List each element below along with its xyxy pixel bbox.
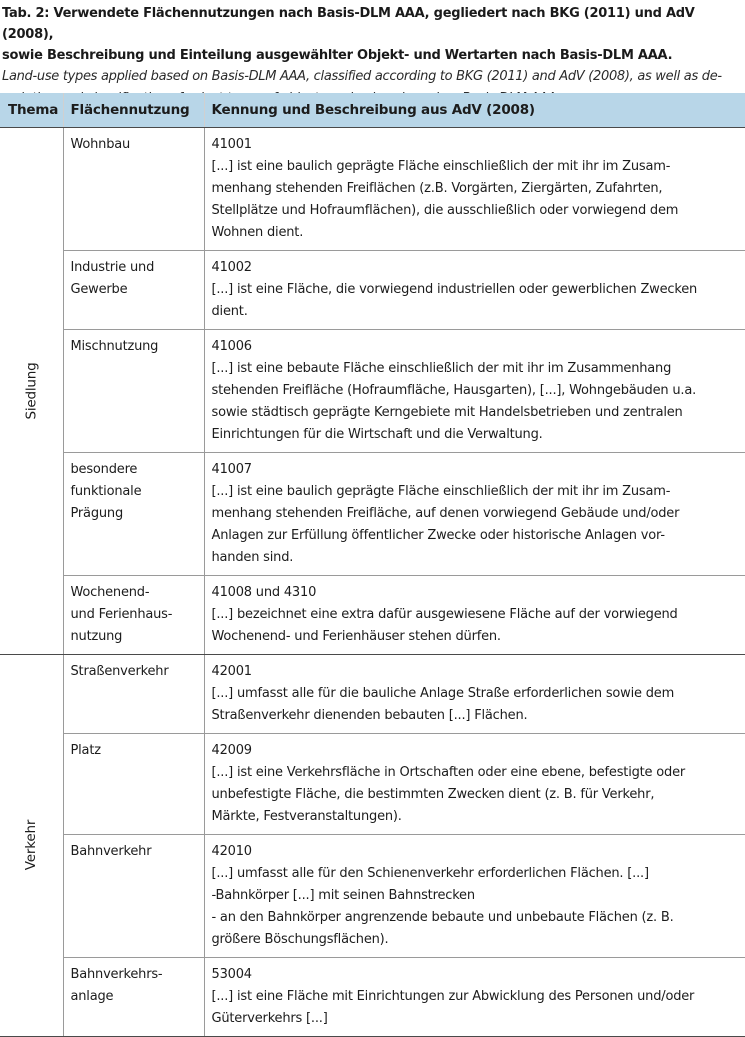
flaechennutzung-label: Wochenend- bbox=[70, 585, 150, 600]
description-line: menhang stehenden Freifläche, auf denen vorwiegend Gebäude und/oder bbox=[211, 506, 680, 521]
object-code: 41001 bbox=[211, 137, 252, 152]
table-header bbox=[0, 93, 745, 128]
object-code: 42001 bbox=[211, 664, 252, 679]
object-code: 41006 bbox=[211, 339, 252, 354]
flaechennutzung-label: Gewerbe bbox=[70, 282, 128, 297]
object-code: 41002 bbox=[211, 260, 252, 275]
flaechennutzung-cell bbox=[63, 453, 204, 576]
flaechennutzung-cell bbox=[63, 734, 204, 835]
flaechennutzung-label: Wohnbau bbox=[70, 137, 131, 152]
kennung-cell bbox=[204, 576, 745, 655]
table-row bbox=[0, 655, 745, 734]
thema-cell bbox=[0, 128, 63, 655]
flaechennutzung-label: Prägung bbox=[70, 506, 124, 521]
thema-label: Siedlung bbox=[23, 361, 40, 420]
table-row bbox=[0, 453, 745, 576]
description-line: Märkte, Festveranstaltungen). bbox=[211, 809, 402, 824]
description-line: handen sind. bbox=[211, 550, 294, 565]
kennung-cell bbox=[204, 958, 745, 1037]
description-line: Güterverkehrs [...] bbox=[211, 1011, 328, 1026]
description-line: Stellplätze und Hofraumflächen), die ausschließlich oder vorwiegend dem bbox=[211, 203, 679, 218]
description-line: [...] ist eine Verkehrsfläche in Ortschaften oder eine ebene, befestigte oder bbox=[211, 765, 686, 780]
flaechennutzung-label: und Ferienhaus- bbox=[70, 607, 173, 622]
description-line: [...] ist eine bebaute Fläche einschließlich der mit ihr im Zusammenhang bbox=[211, 361, 672, 376]
caption-title-de-line: sowie Beschreibung und Einteilung ausgewählter Objekt- und Wertarten nach Basis-DLM AAA. bbox=[2, 48, 673, 63]
table-row bbox=[0, 251, 745, 330]
header-kennung: Kennung und Beschreibung aus AdV (2008) bbox=[204, 93, 745, 128]
header-flaechennutzung: Flächennutzung bbox=[63, 93, 204, 128]
description-line: unbefestigte Fläche, die bestimmten Zwecken dient (z. B. für Verkehr, bbox=[211, 787, 655, 802]
description-line: stehenden Freifläche (Hofraumfläche, Hausgarten), [...], Wohngebäuden u.a. bbox=[211, 383, 697, 398]
caption-title-de bbox=[2, 3, 745, 66]
description-line: [...] umfasst alle für den Schienenverkehr erforderlichen Flächen. [...] bbox=[211, 866, 649, 881]
object-code: 41007 bbox=[211, 462, 252, 477]
flaechennutzung-label: Mischnutzung bbox=[70, 339, 159, 354]
table-row bbox=[0, 734, 745, 835]
object-code: 41008 und 4310 bbox=[211, 585, 317, 600]
object-code: 53004 bbox=[211, 967, 252, 982]
flaechennutzung-cell bbox=[63, 128, 204, 251]
object-code: 42009 bbox=[211, 743, 252, 758]
header-row bbox=[0, 93, 745, 128]
flaechennutzung-cell bbox=[63, 330, 204, 453]
caption-title-en-line: Land-use types applied based on Basis-DLM AAA, classified according to BKG (2011) and AdV (2008), as well as de- bbox=[2, 69, 722, 84]
description-line: Einrichtungen für die Wirtschaft und die Verwaltung. bbox=[211, 427, 543, 442]
description-line: [...] ist eine Fläche, die vorwiegend industriellen oder gewerblichen Zwecken bbox=[211, 282, 698, 297]
description-line: Wochenend- und Ferienhäuser stehen dürfen. bbox=[211, 629, 501, 644]
object-code: 42010 bbox=[211, 844, 252, 859]
description-line: Wohnen dient. bbox=[211, 225, 304, 240]
description-line: dient. bbox=[211, 304, 248, 319]
header-thema: Thema bbox=[0, 93, 63, 128]
kennung-cell bbox=[204, 330, 745, 453]
flaechennutzung-cell bbox=[63, 576, 204, 655]
kennung-cell bbox=[204, 835, 745, 958]
description-line: menhang stehenden Freiflächen (z.B. Vorgärten, Ziergärten, Zufahrten, bbox=[211, 181, 663, 196]
flaechennutzung-label: Industrie und bbox=[70, 260, 155, 275]
thema-label: Verkehr bbox=[23, 819, 40, 871]
flaechennutzung-cell bbox=[63, 958, 204, 1037]
table-row bbox=[0, 958, 745, 1037]
flaechennutzung-label: Platz bbox=[70, 743, 101, 758]
flaechennutzung-label: anlage bbox=[70, 989, 114, 1004]
land-use-table bbox=[0, 93, 745, 1037]
description-line: - an den Bahnkörper angrenzende bebaute und unbebaute Flächen (z. B. bbox=[211, 910, 674, 925]
flaechennutzung-label: nutzung bbox=[70, 629, 123, 644]
description-line: Anlagen zur Erfüllung öffentlicher Zwecke oder historische Anlagen vor- bbox=[211, 528, 665, 543]
kennung-cell bbox=[204, 453, 745, 576]
description-line: [...] bezeichnet eine extra dafür ausgewiesene Fläche auf der vorwiegend bbox=[211, 607, 678, 622]
description-line: größere Böschungsflächen). bbox=[211, 932, 389, 947]
thema-cell bbox=[0, 655, 63, 1037]
description-line: -Bahnkörper [...] mit seinen Bahnstrecken bbox=[211, 888, 475, 903]
kennung-cell bbox=[204, 734, 745, 835]
flaechennutzung-cell bbox=[63, 251, 204, 330]
caption-title-de-line: Tab. 2: Verwendete Flächennutzungen nach Basis-DLM AAA, gegliedert nach BKG (2011) und AdV (2008), bbox=[2, 6, 695, 42]
flaechennutzung-label: Straßenverkehr bbox=[70, 664, 169, 679]
table-row bbox=[0, 330, 745, 453]
flaechennutzung-cell bbox=[63, 835, 204, 958]
description-line: [...] ist eine Fläche mit Einrichtungen zur Abwicklung des Personen und/oder bbox=[211, 989, 695, 1004]
kennung-cell bbox=[204, 251, 745, 330]
description-line: [...] umfasst alle für die bauliche Anlage Straße erforderlichen sowie dem bbox=[211, 686, 675, 701]
description-line: [...] ist eine baulich geprägte Fläche einschließlich der mit ihr im Zusam- bbox=[211, 159, 671, 174]
description-line: Straßenverkehr dienenden bebauten [...] Flächen. bbox=[211, 708, 528, 723]
description-line: [...] ist eine baulich geprägte Fläche einschließlich der mit ihr im Zusam- bbox=[211, 484, 671, 499]
table-row bbox=[0, 576, 745, 655]
kennung-cell bbox=[204, 655, 745, 734]
flaechennutzung-label: Bahnverkehr bbox=[70, 844, 152, 859]
table-body bbox=[0, 128, 745, 1037]
kennung-cell bbox=[204, 128, 745, 251]
flaechennutzung-label: Bahnverkehrs- bbox=[70, 967, 163, 982]
table-row bbox=[0, 128, 745, 251]
flaechennutzung-cell bbox=[63, 655, 204, 734]
table-row bbox=[0, 835, 745, 958]
description-line: sowie städtisch geprägte Kerngebiete mit Handelsbetrieben und zentralen bbox=[211, 405, 683, 420]
flaechennutzung-label: besondere bbox=[70, 462, 138, 477]
flaechennutzung-label: funktionale bbox=[70, 484, 142, 499]
